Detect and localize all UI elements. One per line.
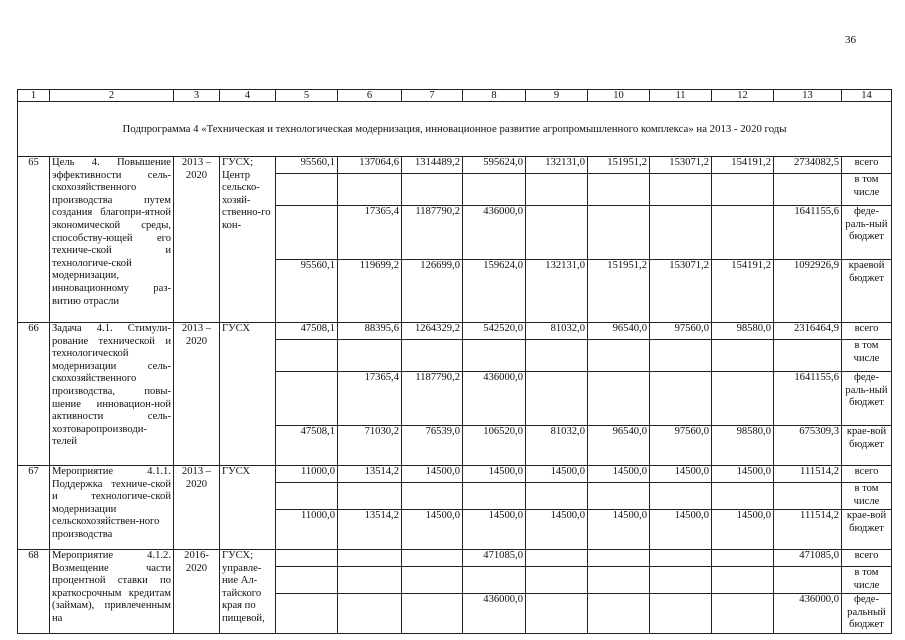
value-cell: 1092926,9 — [774, 260, 842, 323]
table-row — [18, 466, 892, 483]
value-cell: 47508,1 — [276, 426, 338, 466]
value-cell — [402, 594, 463, 634]
value-cell — [650, 550, 712, 567]
value-cell — [650, 340, 712, 372]
measure-title: Цель 4. Повышение эффективности сель-скохозяйственного производства путем создания благопри-ятной экономической среды, способству-ющей его техниче-ской и технологиче-ской модернизации, инновационному раз-витию отрасли — [50, 157, 174, 323]
value-cell — [650, 483, 712, 510]
value-cell — [712, 550, 774, 567]
value-cell: 14500,0 — [526, 466, 588, 483]
value-cell — [650, 372, 712, 426]
value-cell — [650, 206, 712, 260]
column-number: 8 — [463, 90, 526, 102]
value-cell — [588, 594, 650, 634]
value-cell — [463, 483, 526, 510]
column-number: 11 — [650, 90, 712, 102]
value-cell: 126699,0 — [402, 260, 463, 323]
value-cell — [526, 567, 588, 594]
value-cell: 1187790,2 — [402, 206, 463, 260]
value-cell — [526, 340, 588, 372]
column-number: 6 — [338, 90, 402, 102]
value-cell — [526, 206, 588, 260]
value-cell: 98580,0 — [712, 426, 774, 466]
value-cell: 2316464,9 — [774, 323, 842, 340]
value-cell — [712, 594, 774, 634]
subprogram-row — [18, 102, 892, 157]
value-cell — [712, 206, 774, 260]
value-cell: 137064,6 — [338, 157, 402, 174]
value-cell: 17365,4 — [338, 206, 402, 260]
value-cell — [712, 483, 774, 510]
column-number: 7 — [402, 90, 463, 102]
value-cell: 111514,2 — [774, 510, 842, 550]
value-cell — [588, 206, 650, 260]
funding-source-cell: крае-вой бюджет — [842, 510, 892, 550]
value-cell: 436000,0 — [463, 206, 526, 260]
measure-title: Мероприятие 4.1.2. Возмещение части процентной ставки по краткосрочным кредитам (займам), привлеченным на — [50, 550, 174, 634]
value-cell — [774, 483, 842, 510]
measure-title: Мероприятие 4.1.1. Поддержка техниче-ской и технологиче-ской модернизации сельскохозяйствен-ного производства — [50, 466, 174, 550]
value-cell: 95560,1 — [276, 157, 338, 174]
value-cell: 81032,0 — [526, 323, 588, 340]
value-cell: 98580,0 — [712, 323, 774, 340]
table-row — [18, 157, 892, 174]
value-cell — [338, 550, 402, 567]
value-cell: 95560,1 — [276, 260, 338, 323]
funding-source-cell: в том числе — [842, 483, 892, 510]
value-cell: 154191,2 — [712, 157, 774, 174]
value-cell: 14500,0 — [402, 466, 463, 483]
value-cell — [338, 483, 402, 510]
value-cell: 14500,0 — [588, 466, 650, 483]
value-cell: 151951,2 — [588, 260, 650, 323]
funding-source-cell: краевой бюджет — [842, 260, 892, 323]
value-cell — [463, 340, 526, 372]
value-cell: 11000,0 — [276, 510, 338, 550]
value-cell — [402, 340, 463, 372]
column-number: 12 — [712, 90, 774, 102]
responsible-cell: ГУСХ — [220, 466, 276, 550]
value-cell: 1264329,2 — [402, 323, 463, 340]
value-cell: 436000,0 — [463, 594, 526, 634]
value-cell: 153071,2 — [650, 260, 712, 323]
value-cell — [526, 483, 588, 510]
value-cell: 675309,3 — [774, 426, 842, 466]
value-cell: 471085,0 — [774, 550, 842, 567]
value-cell — [276, 174, 338, 206]
funding-source-cell: в том числе — [842, 567, 892, 594]
column-number-row — [18, 90, 892, 102]
value-cell: 14500,0 — [650, 510, 712, 550]
value-cell: 14500,0 — [712, 466, 774, 483]
column-number: 10 — [588, 90, 650, 102]
column-number: 14 — [842, 90, 892, 102]
funding-source-cell: феде-раль-ный бюджет — [842, 372, 892, 426]
value-cell: 14500,0 — [526, 510, 588, 550]
value-cell — [402, 483, 463, 510]
value-cell — [276, 206, 338, 260]
measure-title: Задача 4.1. Стимули-рование технической и технологической модернизации сель-скохозяйственного производства, повы-шение инновацион-ной активности сель-хозтоваропроизводи-телей — [50, 323, 174, 466]
row-number: 65 — [18, 157, 50, 323]
value-cell: 14500,0 — [463, 466, 526, 483]
value-cell: 47508,1 — [276, 323, 338, 340]
value-cell — [588, 372, 650, 426]
row-number: 68 — [18, 550, 50, 634]
row-number: 67 — [18, 466, 50, 550]
value-cell — [276, 483, 338, 510]
column-number: 5 — [276, 90, 338, 102]
funding-source-cell: феде-ральный бюджет — [842, 594, 892, 634]
table-row — [18, 550, 892, 567]
value-cell — [276, 567, 338, 594]
value-cell: 14500,0 — [588, 510, 650, 550]
value-cell — [276, 550, 338, 567]
funding-source-cell: в том числе — [842, 340, 892, 372]
page-number: 36 — [845, 34, 856, 46]
value-cell: 132131,0 — [526, 157, 588, 174]
column-number: 9 — [526, 90, 588, 102]
value-cell: 14500,0 — [712, 510, 774, 550]
value-cell: 151951,2 — [588, 157, 650, 174]
value-cell — [650, 594, 712, 634]
value-cell — [463, 174, 526, 206]
value-cell — [774, 174, 842, 206]
value-cell: 71030,2 — [338, 426, 402, 466]
value-cell: 1314489,2 — [402, 157, 463, 174]
value-cell — [338, 567, 402, 594]
value-cell — [650, 174, 712, 206]
subprogram-title: Подпрограмма 4 «Техническая и технологическая модернизация, инновационное развитие агропромышленного комплекса» на 2013 - 2020 годы — [18, 102, 892, 157]
column-number: 13 — [774, 90, 842, 102]
value-cell: 154191,2 — [712, 260, 774, 323]
value-cell — [276, 372, 338, 426]
value-cell — [402, 174, 463, 206]
period-cell: 2016-2020 — [174, 550, 220, 634]
value-cell: 595624,0 — [463, 157, 526, 174]
value-cell: 97560,0 — [650, 323, 712, 340]
value-cell — [276, 594, 338, 634]
value-cell — [712, 372, 774, 426]
funding-source-cell: в том числе — [842, 174, 892, 206]
value-cell: 153071,2 — [650, 157, 712, 174]
value-cell: 1641155,6 — [774, 206, 842, 260]
value-cell — [338, 594, 402, 634]
value-cell — [463, 567, 526, 594]
value-cell: 17365,4 — [338, 372, 402, 426]
value-cell — [338, 340, 402, 372]
value-cell: 1187790,2 — [402, 372, 463, 426]
row-number: 66 — [18, 323, 50, 466]
column-number: 3 — [174, 90, 220, 102]
funding-source-cell: крае-вой бюджет — [842, 426, 892, 466]
value-cell — [526, 550, 588, 567]
value-cell — [402, 550, 463, 567]
value-cell — [650, 567, 712, 594]
value-cell: 542520,0 — [463, 323, 526, 340]
value-cell: 132131,0 — [526, 260, 588, 323]
value-cell — [774, 567, 842, 594]
value-cell: 11000,0 — [276, 466, 338, 483]
value-cell: 14500,0 — [402, 510, 463, 550]
value-cell — [774, 340, 842, 372]
value-cell: 1641155,6 — [774, 372, 842, 426]
value-cell — [712, 174, 774, 206]
value-cell: 96540,0 — [588, 323, 650, 340]
funding-source-cell: всего — [842, 466, 892, 483]
funding-source-cell: всего — [842, 550, 892, 567]
column-number: 4 — [220, 90, 276, 102]
value-cell — [526, 372, 588, 426]
value-cell: 471085,0 — [463, 550, 526, 567]
value-cell — [588, 550, 650, 567]
value-cell: 13514,2 — [338, 510, 402, 550]
value-cell — [526, 174, 588, 206]
table-row — [18, 323, 892, 340]
value-cell: 159624,0 — [463, 260, 526, 323]
value-cell: 111514,2 — [774, 466, 842, 483]
value-cell — [588, 174, 650, 206]
value-cell — [526, 594, 588, 634]
value-cell — [402, 567, 463, 594]
funding-source-cell: феде-раль-ный бюджет — [842, 206, 892, 260]
value-cell — [588, 483, 650, 510]
value-cell: 88395,6 — [338, 323, 402, 340]
value-cell: 436000,0 — [774, 594, 842, 634]
value-cell — [712, 567, 774, 594]
value-cell — [338, 174, 402, 206]
value-cell — [276, 340, 338, 372]
value-cell — [588, 567, 650, 594]
value-cell: 106520,0 — [463, 426, 526, 466]
funding-source-cell: всего — [842, 323, 892, 340]
value-cell — [588, 340, 650, 372]
responsible-cell: ГУСХ — [220, 323, 276, 466]
period-cell: 2013 – 2020 — [174, 157, 220, 323]
column-number: 1 — [18, 90, 50, 102]
value-cell: 81032,0 — [526, 426, 588, 466]
value-cell: 13514,2 — [338, 466, 402, 483]
period-cell: 2013 – 2020 — [174, 466, 220, 550]
value-cell: 436000,0 — [463, 372, 526, 426]
value-cell: 97560,0 — [650, 426, 712, 466]
value-cell: 2734082,5 — [774, 157, 842, 174]
value-cell: 14500,0 — [650, 466, 712, 483]
program-table — [17, 89, 892, 634]
period-cell: 2013 – 2020 — [174, 323, 220, 466]
funding-source-cell: всего — [842, 157, 892, 174]
column-number: 2 — [50, 90, 174, 102]
value-cell: 76539,0 — [402, 426, 463, 466]
value-cell: 14500,0 — [463, 510, 526, 550]
responsible-cell: ГУСХ; управле-ние Ал-тайского края по пищевой, — [220, 550, 276, 634]
value-cell: 119699,2 — [338, 260, 402, 323]
responsible-cell: ГУСХ; Центр сельско-хозяй-ственно-го кон- — [220, 157, 276, 323]
value-cell: 96540,0 — [588, 426, 650, 466]
value-cell — [712, 340, 774, 372]
